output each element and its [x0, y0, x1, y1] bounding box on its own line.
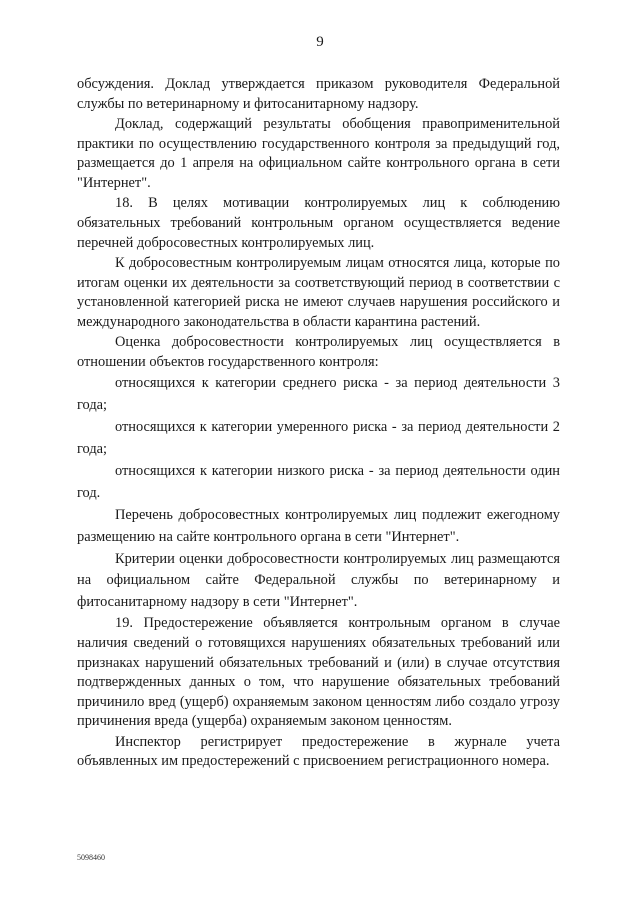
paragraph: Оценка добросовестности контролируемых лиц осуществляется в отношении объектов государственного контроля: [77, 334, 560, 370]
paragraph: 18. В целях мотивации контролируемых лиц к соблюдению обязательных требований контрольным органом осуществляется ведение перечней добросовестных контролируемых лиц. [77, 195, 560, 251]
paragraph: Перечень добросовестных контролируемых лиц подлежит ежегодному размещению на сайте контрольного органа в сети "Интернет". [77, 507, 560, 545]
document-code: 5098460 [77, 853, 105, 862]
paragraph: относящихся к категории умеренного риска - за период деятельности 2 года; [77, 419, 560, 457]
paragraph: К добросовестным контролируемым лицам относятся лица, которые по итогам оценки их деятельности за соответствующий период в соответствии с установленной категорией риска не имеют случаев нарушения российского и международного законодательства в области карантина растений. [77, 255, 560, 330]
paragraph: Доклад, содержащий результаты обобщения правоприменительной практики по осуществлению государственного контроля за предыдущий год, размещается до 1 апреля на официальном сайте контрольного органа в сети "Интернет". [77, 116, 560, 191]
paragraph: Инспектор регистрирует предостережение в журнале учета объявленных им предостережений с присвоением регистрационного номера. [77, 733, 560, 770]
paragraph: обсуждения. Доклад утверждается приказом руководителя Федеральной службы по ветеринарному и фитосанитарному надзору. [77, 76, 560, 112]
document-body [77, 75, 560, 772]
paragraph: 19. Предостережение объявляется контрольным органом в случае наличия сведений о готовящихся нарушениях обязательных требований или признаках нарушений обязательных требований и (или) в случае отсутствия подтвержденных данных о том, что нарушение обязательных требований причинило вред (ущерб) охраняемым законом ценностям либо создало угрозу причинения вреда (ущерба) охраняемым законом ценностям. [77, 615, 560, 730]
page-number: 9 [316, 34, 324, 50]
paragraph: относящихся к категории низкого риска - за период деятельности один год. [77, 463, 560, 501]
paragraph: Критерии оценки добросовестности контролируемых лиц размещаются на официальном сайте Федеральной службы по ветеринарному и фитосанитарному надзору в сети "Интернет". [77, 550, 560, 610]
paragraph: относящихся к категории среднего риска - за период деятельности 3 года; [77, 375, 560, 413]
